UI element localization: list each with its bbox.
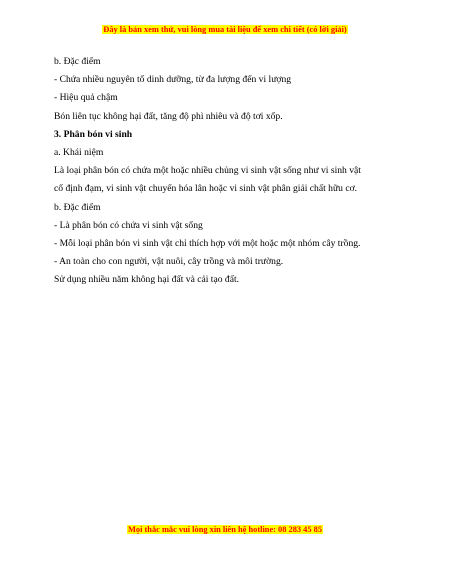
preview-notice-text: Đây là bản xem thử, vui lòng mua tài liệu để xem chi tiết (có lời giải) (103, 25, 347, 34)
hotline-notice-banner (0, 525, 450, 534)
heading-characteristics: b. Đặc điểm (54, 201, 101, 213)
heading-concept: a. Khái niệm (54, 146, 104, 158)
body-line: Bón liên tục không hại đất, tăng độ phì nhiêu và độ tơi xốp. (54, 110, 283, 122)
section-heading-microbial-fertilizer: 3. Phân bón vi sinh (54, 128, 133, 140)
body-line: cố định đạm, vi sinh vật chuyển hóa lân hoặc vi sinh vật phân giải chất hữu cơ. (54, 183, 358, 195)
body-line: - Hiệu quả chậm (54, 92, 118, 104)
body-line: - Chứa nhiều nguyên tố dinh dưỡng, từ đa lượng đến vi lượng (54, 74, 292, 86)
heading-characteristics: b. Đặc điểm (54, 56, 101, 67)
body-line: - Là phân bón có chứa vi sinh vật sống (54, 219, 203, 231)
body-line: Là loại phân bón có chứa một hoặc nhiều chủng vi sinh vật sống như vi sinh vật (54, 165, 361, 177)
preview-notice-banner (0, 25, 450, 34)
document-body (54, 53, 400, 289)
body-line: - Mỗi loại phân bón vi sinh vật chỉ thích hợp với một hoặc một nhóm cây trồng. (54, 237, 361, 249)
body-line: - An toàn cho con người, vật nuôi, cây trồng và môi trường. (54, 256, 284, 268)
body-line: Sử dụng nhiều năm không hại đất và cải tạo đất. (54, 274, 240, 286)
hotline-notice-text: Mọi thắc mắc vui lòng xin liên hệ hotline: 08 283 45 85 (127, 525, 323, 534)
